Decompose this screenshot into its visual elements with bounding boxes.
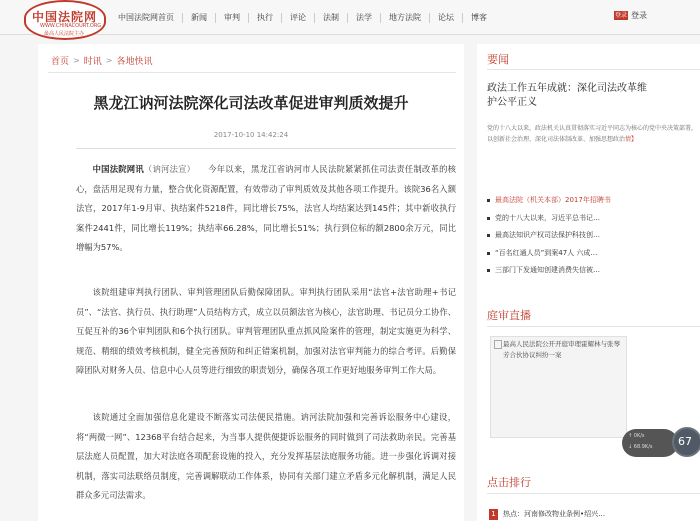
lead-story-summary (487, 124, 697, 145)
nav-enforcement[interactable]: 执行 (248, 13, 281, 23)
nav-news[interactable]: 新闻 (182, 13, 215, 23)
news-item-text: 三部门下发通知创建消费失信被… (495, 266, 600, 274)
list-item[interactable] (487, 210, 700, 228)
paragraph-text: 该院通过全面加强信息化建设不断落实司法便民措施。讷河法院加强和完善诉讼服务中心建设，将“两微一网”、12368平台结合起来，为当事人提供便捷诉讼服务的同时做到了司法救助亲民。完善基层法庭人员配置，加大对法庭各项配套设施的投入，充分发挥基层法庭服务功能。进一步强化诉调对接机制，落实司法联络员制度，完善调解联动工作体系，协同有关部门建立矛盾多元化解机制，满足人民群众多元司法需求。 (76, 412, 456, 500)
login-icon: 登录 (614, 12, 627, 19)
nav-forum[interactable]: 论坛 (429, 13, 462, 23)
news-heading: 要闻 (487, 53, 509, 66)
breadcrumb-local[interactable]: 各地快讯 (116, 57, 153, 67)
list-item[interactable] (487, 245, 700, 263)
download-speed: ↓ 68.9K/s (628, 444, 653, 450)
news-item-text: 最高法知识产权司法保护科技创… (495, 231, 600, 239)
article-panel (38, 44, 464, 521)
bullet-icon (487, 269, 490, 272)
top-navigation-bar (0, 0, 700, 35)
list-item[interactable] (487, 262, 700, 280)
breadcrumb (51, 54, 152, 67)
divider (76, 148, 456, 149)
bullet-icon (487, 252, 490, 255)
live-trial-caption: 最高人民法院公开开庭审理霍耀林与张琴芳合伙协议纠纷一案 (503, 340, 620, 359)
divider (487, 493, 700, 494)
divider (48, 72, 456, 73)
nav-jurisprudence[interactable]: 法学 (347, 13, 380, 23)
nav-home[interactable]: 中国法院网首页 (118, 13, 174, 22)
rank-number-badge: 1 (489, 509, 498, 520)
nav-comment[interactable]: 评论 (281, 13, 314, 23)
breadcrumb-home[interactable]: 首页 (51, 57, 70, 67)
breadcrumb-separator: > (105, 56, 113, 65)
performance-gauge[interactable] (672, 427, 700, 457)
news-item-text: 党的十八大以来，习近平总书记… (495, 213, 600, 222)
summary-text: 党的十八大以来，政法机关认真贯彻落实习近平同志为核心的党中央决策部署，以创新社会治理、深化司法体制改革、加强思想政治 (487, 125, 698, 143)
login-link[interactable] (614, 10, 647, 21)
article-paragraph-1 (76, 160, 456, 258)
login-label: 登录 (631, 11, 647, 20)
article-date: 2017-10-10 14:42:24 (213, 131, 289, 139)
nav-local-courts[interactable]: 地方法院 (380, 13, 429, 23)
download-speed-value: 68.9K/s (633, 444, 653, 450)
news-list (487, 192, 700, 280)
bullet-icon (487, 234, 490, 237)
nav-trial[interactable]: 审判 (215, 13, 248, 23)
article-paragraph-3 (76, 408, 456, 506)
live-trial-thumbnail[interactable] (490, 336, 627, 438)
article-title: 黑龙江讷河法院深化司法改革促进审判质效提升 (93, 94, 409, 112)
click-rank-heading: 点击排行 (487, 476, 531, 489)
paragraph-text: 今年以来，黑龙江省讷河市人民法院紧紧抓住司法责任制改革的核心，盘活用足现有力量，整合优化资源配置，有效带动了审判质效及其他各项工作提升。该院36名入额法官，2017年1-9月审、执结案件5218件，同比增长75%，法官人均结案达到145件；其中新收执行案件2441件，同比增长119%；执结率66.28%，同比增长51%；执行到位标的额2800余万元，同比增幅为57%。 (76, 164, 456, 252)
live-trial-heading: 庭审直播 (487, 309, 531, 322)
news-item-text: 最高法院（机关本部）2017年招聘书 (495, 196, 611, 204)
rank-item-text[interactable]: 热点：河南修改物业条例•绍兴… (503, 510, 606, 518)
news-item-text: “百名红通人员”到案47人 六成… (495, 248, 598, 257)
divider (487, 326, 700, 327)
logo-url: WWW.CHINACOURT.ORG (40, 23, 102, 29)
article-paragraph-2 (76, 283, 456, 381)
divider (487, 69, 700, 70)
breadcrumb-news[interactable]: 时讯 (83, 57, 102, 67)
paragraph-text: 该院组建审判执行团队、审判管理团队后勤保障团队。审判执行团队采用“法官+法官助理+书记员”、“法官、执行员、执行助理”人员结构方式，成立以员额法官为核心，法官助理、书记员分工协作、互促互补的36个审判团队和6个执行团队。审判管理团队重点抓风险案件的管理，制定实施更为科学、规范、精细的绩效考核机制，健全完善预防和纠正错案机制，加强对法官审判能力的综合考评。后勤保障团队对财务人员、信息中心人员等进行细致的职责划分，确保各项工作更好地服务审判工作大局。 (76, 287, 456, 375)
network-speed-widget[interactable] (622, 429, 678, 457)
nav-legal[interactable]: 法制 (314, 13, 347, 23)
bullet-icon (487, 217, 490, 220)
read-more-link[interactable]: 情】 (625, 135, 638, 143)
logo-text: 中国法院网 (32, 10, 98, 24)
logo-sub: 最高人民法院主办 (44, 31, 85, 37)
gauge-value: 67 (678, 435, 692, 448)
site-logo[interactable] (24, 0, 106, 40)
bullet-icon (487, 199, 490, 202)
list-item[interactable] (487, 192, 700, 210)
broken-image-icon (494, 340, 502, 349)
upload-speed: ↑ 0K/s (628, 433, 645, 439)
source-note: （讷河法宣） (143, 164, 192, 174)
nav-blog[interactable]: 博客 (462, 13, 495, 23)
lead-story-title[interactable]: 政法工作五年成就：深化司法改革维护公平正义 (487, 83, 647, 108)
breadcrumb-separator: > (73, 56, 80, 65)
source-label: 中国法院网讯 (92, 164, 144, 174)
main-nav (113, 11, 495, 25)
upload-speed-value: 0K/s (633, 433, 645, 439)
list-item[interactable] (487, 227, 700, 245)
